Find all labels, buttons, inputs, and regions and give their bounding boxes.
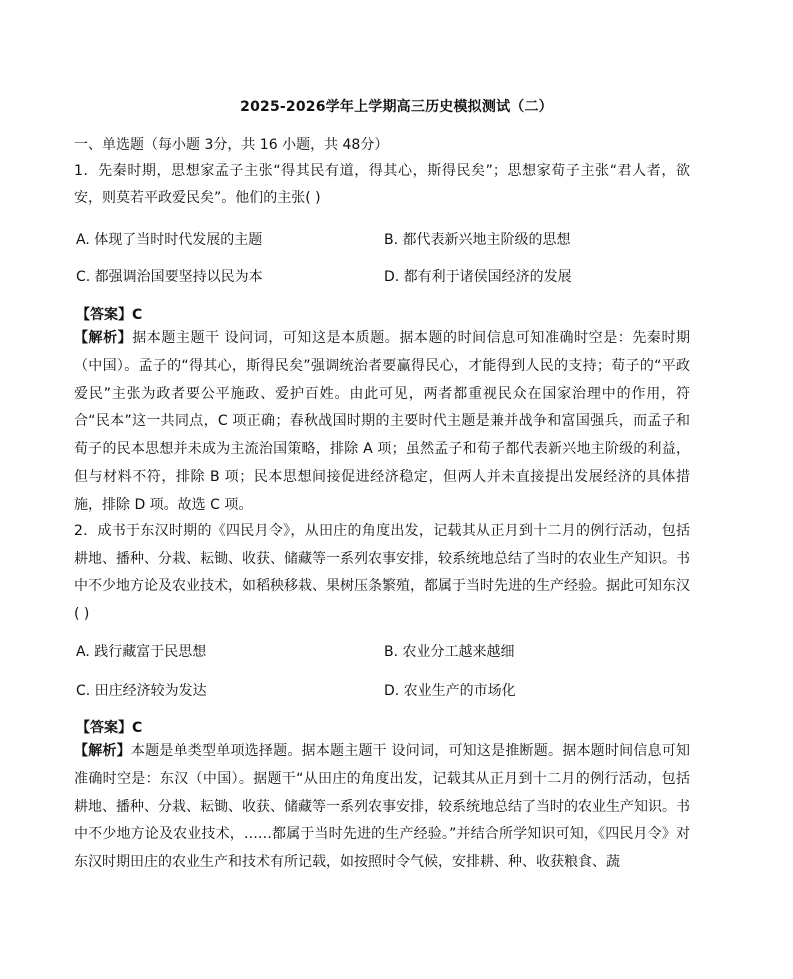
section-heading: 一、单选题（每小题 3分，共 16 小题，共 48分） (74, 137, 389, 153)
question-1-explanation (74, 325, 690, 520)
explanation-text: 本题是单类型单项选择题。据本题主题干 设问词，可知这是推断题。据本题时间信息可知准确时空是：东汉（中国）。据题干“从田庄的角度出发，记载其从正月到十二月的例行活动，包括耕地、播种、分栽、耘锄、收获、储藏等一系列农事安排，较系统地总结了当时的农业生产知识。书中不少地方论及农业技术，……都属于当时先进的生产经验。”并结合所学知识可知，《四民月令》对东汉时期田庄的农业生产和技术有所记载，如按照时令气候，安排耕、种、收获粮食、蔬 (74, 743, 690, 871)
question-2-explanation (74, 738, 690, 877)
question-1-option-d: D. 都有利于诸侯国经济的发展 (384, 269, 572, 285)
question-1-answer: 【答案】C (76, 307, 143, 323)
page-title: 2025-2026学年上学期高三历史模拟测试（二） (240, 99, 553, 115)
question-1-stem: 1．先秦时期，思想家孟子主张“得其民有道，得其心，斯得民矣”；思想家荀子主张“君人者，欲安，则莫若平政爱民矣”。他们的主张( ) (74, 163, 690, 206)
explanation-tag: 【解析】 (74, 330, 133, 346)
question-2-option-d: D. 农业生产的市场化 (384, 683, 516, 699)
question-1-option-b: B. 都代表新兴地主阶级的思想 (384, 232, 571, 248)
question-2-answer: 【答案】C (76, 720, 143, 736)
question-2-option-b: B. 农业分工越来越细 (384, 644, 515, 660)
question-2-option-a: A. 践行藏富于民思想 (76, 644, 207, 660)
question-1-option-c: C. 都强调治国要坚持以民为本 (76, 269, 263, 285)
question-2-stem: 2．成书于东汉时期的《四民月令》，从田庄的角度出发，记载其从正月到十二月的例行活动，包括耕地、播种、分栽、耘锄、收获、储藏等一系列农事安排，较系统地总结了当时的农业生产知识。书中不少地方论及农业技术，如稻秧移栽、果树压条繁殖，都属于当时先进的生产经验。据此可知东汉( ) (74, 523, 690, 622)
explanation-text: 据本题主题干 设问词，可知这是本质题。据本题的时间信息可知准确时空是：先秦时期（中国）。孟子的“得其心，斯得民矣”强调统治者要赢得民心，才能得到人民的支持；荀子的“平政爱民”主张为政者要公平施政、爱护百姓。由此可见，两者都重视民众在国家治理中的作用，符合“民本”这一共同点，C 项正确；春秋战国时期的主要时代主题是兼并战争和富国强兵，而孟子和荀子的民本思想并未成为主流治国策略，排除 A 项；虽然孟子和荀子都代表新兴地主阶级的利益，但与材料不符，排除 B 项；民本思想间接促进经济稳定，但两人并未直接提出发展经济的具体措施，排除 D 项。故选 C 项。 (74, 330, 691, 513)
explanation-tag: 【解析】 (74, 743, 131, 759)
question-2-option-c: C. 田庄经济较为发达 (76, 683, 207, 699)
question-1-option-a: A. 体现了当时时代发展的主题 (76, 232, 263, 248)
